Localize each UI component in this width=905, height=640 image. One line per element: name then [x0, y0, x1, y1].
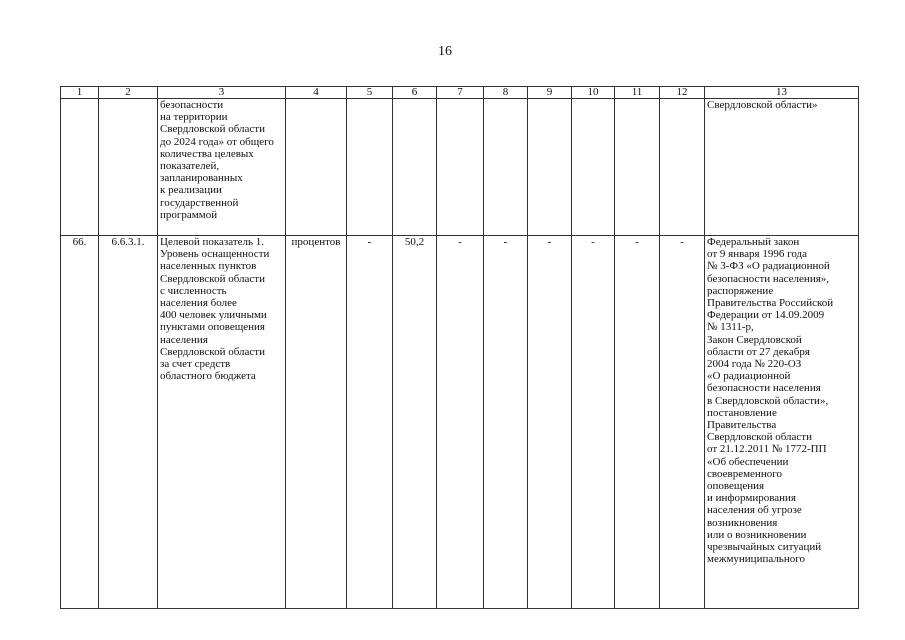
table-cell — [61, 99, 99, 236]
table-cell: Целевой показатель 1. Уровень оснащенности населенных пунктов Свердловской области с численность населения более 400 человек уличными пунктами оповещения населения Свердловской области за счет средств областного бюджета — [158, 236, 286, 609]
table-cell — [660, 99, 705, 236]
table-cell: - — [437, 236, 484, 609]
table-cell: 66. — [61, 236, 99, 609]
column-header: 1 — [61, 87, 99, 99]
column-header: 3 — [158, 87, 286, 99]
column-header: 10 — [572, 87, 615, 99]
table-cell: - — [615, 236, 660, 609]
table-cell: Свердловской области» — [705, 99, 859, 236]
table-cell — [286, 99, 347, 236]
column-header: 12 — [660, 87, 705, 99]
table-cell: Федеральный закон от 9 января 1996 года № 3-ФЗ «О радиационной безопасности населения», распоряжение Правительства Российской Федерации от 14.09.2009 № 1311-р, Закон Свердловской области от 27 декабря 2004 года № 220-ОЗ «О радиационной безопасности населения в Свердловской области», постановление Правительства Свердловской области от 21.12.2011 № 1772-ПП «Об обеспечении своевременного оповещения и информирования населения об угрозе возникновения или о возникновении чрезвычайных ситуаций межмуниципального — [705, 236, 859, 609]
table-cell: - — [484, 236, 528, 609]
column-header: 2 — [99, 87, 158, 99]
column-header: 5 — [347, 87, 393, 99]
column-header: 11 — [615, 87, 660, 99]
table-cell: - — [572, 236, 615, 609]
column-header: 7 — [437, 87, 484, 99]
table-cell — [99, 99, 158, 236]
column-header: 13 — [705, 87, 859, 99]
column-header: 9 — [528, 87, 572, 99]
page-number: 16 — [438, 44, 452, 59]
indicators-table — [60, 86, 859, 609]
column-header: 4 — [286, 87, 347, 99]
table-cell — [437, 99, 484, 236]
table-row — [61, 99, 859, 236]
table-cell: безопасности на территории Свердловской области до 2024 года» от общего количества целевых показателей, запланированных к реализации государственной программой — [158, 99, 286, 236]
table-cell — [572, 99, 615, 236]
table-cell: - — [347, 236, 393, 609]
header-row — [61, 87, 859, 99]
table-cell — [393, 99, 437, 236]
table-cell: - — [528, 236, 572, 609]
column-header: 8 — [484, 87, 528, 99]
table-cell: 50,2 — [393, 236, 437, 609]
column-header: 6 — [393, 87, 437, 99]
table-cell — [528, 99, 572, 236]
table-cell: 6.6.3.1. — [99, 236, 158, 609]
table-cell — [615, 99, 660, 236]
table-cell: процентов — [286, 236, 347, 609]
table-cell — [347, 99, 393, 236]
table-cell: - — [660, 236, 705, 609]
table-row — [61, 236, 859, 609]
table-cell — [484, 99, 528, 236]
